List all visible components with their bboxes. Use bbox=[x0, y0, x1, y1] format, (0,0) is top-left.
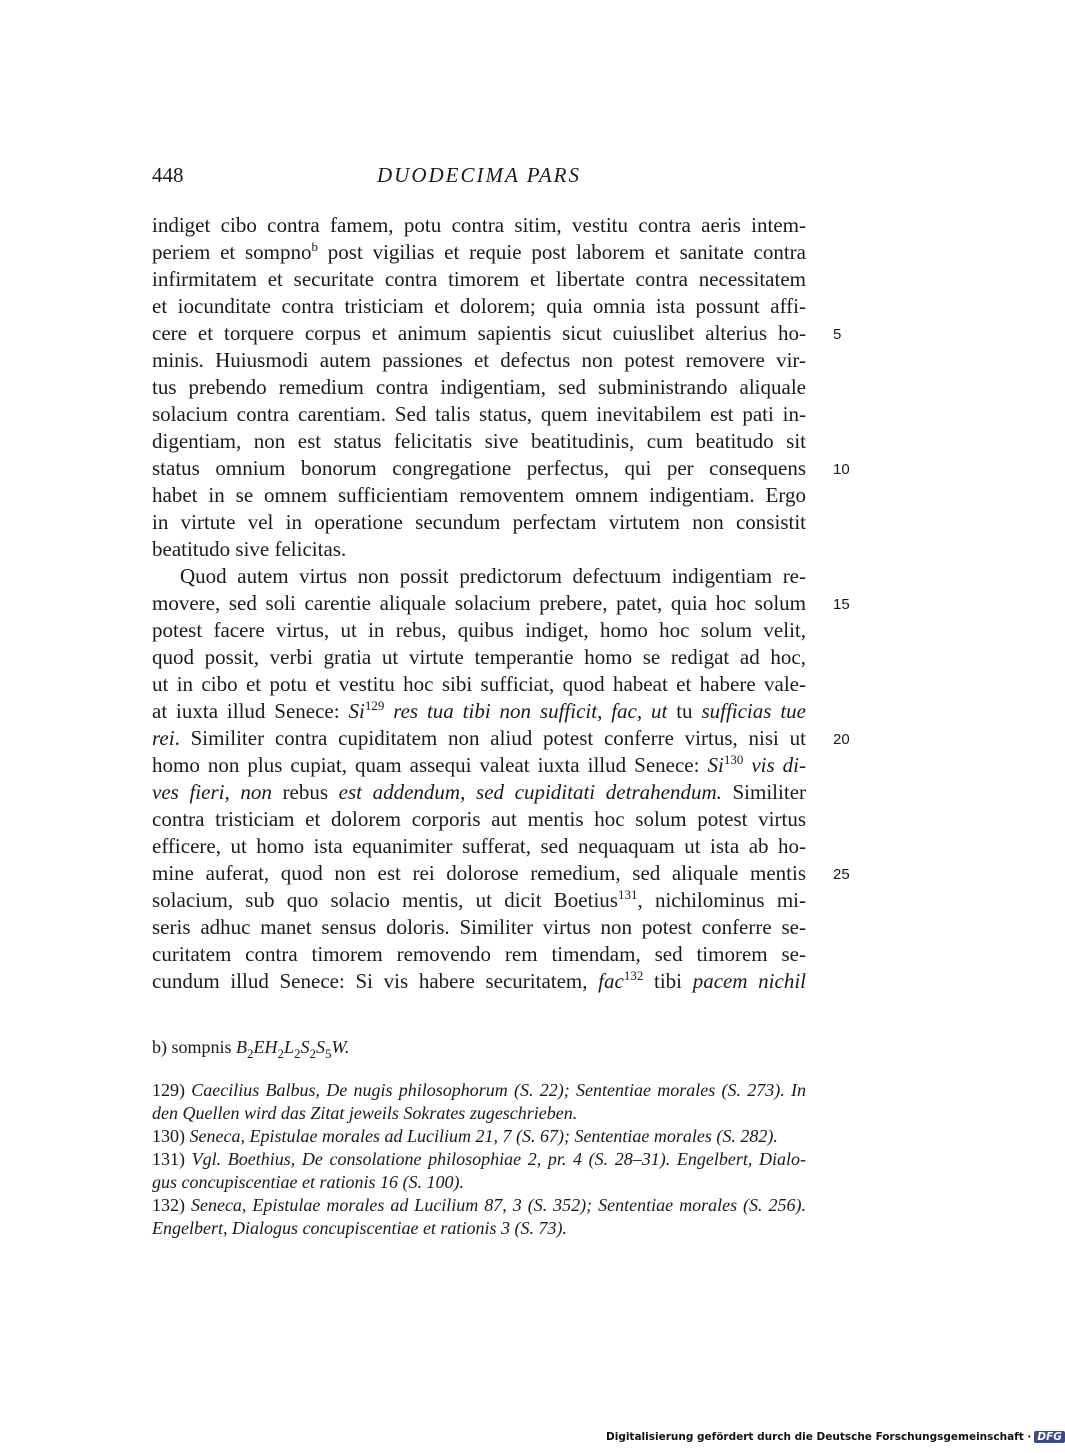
digitization-credit: Digitalisierung gefördert durch die Deutsche Forschungsgemeinschaft · DFG bbox=[606, 1431, 1065, 1443]
text-line: ut in cibo et potu et vestitu hoc sibi sufficiat, quod habeat et habere vale- bbox=[152, 672, 806, 696]
text-line: solacium, sub quo solacio mentis, ut dicit Boetius$^{131}$, nichilominus mi- bbox=[152, 887, 807, 912]
dfg-logo: DFG bbox=[1034, 1431, 1065, 1443]
line-number: 25 bbox=[833, 866, 850, 883]
text-line: periem et sompno$^b$ post vigilias et requie post laborem et sanitate contra bbox=[152, 239, 806, 264]
text-line: infirmitatem et securitate contra timorem et libertate contra necessitatem bbox=[152, 267, 806, 291]
text-line: quod possit, verbi gratia ut virtute temperantie homo se redigat ad hoc, bbox=[152, 645, 806, 669]
footnote-132: 132) Seneca, Epistulae morales ad Lucilium 87, 3 (S. 352); Sententiae morales (S. 256). Engelbert, Dialogus concupiscentiae et rationis 3 (S. 73). bbox=[152, 1195, 806, 1238]
text-line: contra tristiciam et dolorem corporis aut mentis hoc solum potest virtus bbox=[152, 807, 806, 831]
text-line: cundum illud Senece: Si vis habere securitatem, fac$^{132}$ tibi pacem nichil bbox=[152, 968, 806, 993]
running-title: DUODECIMA PARS bbox=[377, 163, 581, 187]
text-line: homo non plus cupiat, quam assequi valeat iuxta illud Senece: Si$^{130}$ vis di- bbox=[152, 752, 806, 777]
text-line: seris adhuc manet sensus doloris. Similiter virtus non potest conferre se- bbox=[152, 915, 806, 939]
line-number: 20 bbox=[833, 731, 850, 748]
text-line: Quod autem virtus non possit predictorum defectuum indigentiam re- bbox=[180, 564, 806, 588]
footnote-ref: 131 bbox=[617, 887, 638, 902]
text-line: ves fieri, non rebus est addendum, sed cupiditati detrahendum. Similiter bbox=[152, 780, 807, 804]
line-number: 10 bbox=[833, 461, 850, 478]
text-line: status omnium bonorum congregatione perfectus, qui per consequens bbox=[152, 456, 806, 480]
footnote-ref: 129 bbox=[364, 698, 385, 713]
line-number: 15 bbox=[833, 596, 850, 613]
text-line: rei. Similiter contra cupiditatem non aliud potest conferre virtus, nisi ut bbox=[152, 726, 806, 750]
text-line: cere et torquere corpus et animum sapientis sicut cuiuslibet alterius ho- bbox=[152, 321, 806, 345]
text-line: solacium contra carentiam. Sed talis status, quem inevitabilem est pati in- bbox=[152, 402, 806, 426]
main-text bbox=[152, 212, 806, 995]
text-line: tus prebendo remedium contra indigentiam, sed subministrando aliquale bbox=[152, 375, 806, 399]
text-line: potest facere virtus, ut in rebus, quibus indiget, homo hoc solum velit, bbox=[152, 618, 806, 642]
page-number: 448 bbox=[152, 163, 184, 187]
variant-note: b) sompnis $B_2EH_2L_2S_2S_5W$. bbox=[152, 1037, 350, 1061]
text-line: mine auferat, quod non est rei dolorose remedium, sed aliquale mentis bbox=[152, 861, 806, 885]
footnote-129: 129) Caecilius Balbus, De nugis philosophorum (S. 22); Sententiae morales (S. 273). In den Quellen wird das Zitat jeweils Sokrates zugeschrieben. bbox=[152, 1080, 806, 1123]
footnote-ref: 130 bbox=[723, 752, 744, 767]
text-line: efficere, ut homo ista equanimiter sufferat, sed nequaquam ut ista ab ho- bbox=[152, 834, 806, 858]
footnote-130: 130) Seneca, Epistulae morales ad Lucilium 21, 7 (S. 67); Sententiae morales (S. 282). bbox=[152, 1126, 778, 1146]
text-line: digentiam, non est status felicitatis sive beatitudinis, cum beatitudo sit bbox=[152, 429, 806, 453]
text-line: et iocunditate contra tristiciam et dolorem; quia omnia ista possunt affi- bbox=[152, 294, 806, 318]
text-line: curitatem contra timorem removendo rem timendam, sed timorem se- bbox=[152, 942, 806, 966]
text-line: habet in se omnem sufficientiam removentem omnem indigentiam. Ergo bbox=[152, 483, 806, 507]
text-line: indiget cibo contra famem, potu contra sitim, vestitu contra aeris intem- bbox=[152, 213, 806, 237]
text-line: beatitudo sive felicitas. bbox=[152, 537, 347, 561]
footnote-131: 131) Vgl. Boethius, De consolatione philosophiae 2, pr. 4 (S. 28–31). Engelbert, Dialo- gus concupiscentiae et rationis 16 (S. 100). bbox=[152, 1149, 806, 1192]
notes-area bbox=[152, 1036, 806, 1240]
line-number: 5 bbox=[833, 326, 842, 343]
footnote-ref: 132 bbox=[623, 968, 644, 983]
variant-marker: b bbox=[311, 239, 319, 254]
text-line: minis. Huiusmodi autem passiones et defectus non potest removere vir- bbox=[152, 348, 806, 372]
text-line: movere, sed soli carentie aliquale solacium prebere, patet, quia hoc solum bbox=[152, 591, 806, 615]
text-line: in virtute vel in operatione secundum perfectam virtutem non consistit bbox=[152, 510, 806, 534]
page-header bbox=[152, 163, 806, 197]
text-line: at iuxta illud Senece: Si$^{129}$ res tua tibi non sufficit, fac, ut tu sufficias tue bbox=[152, 698, 806, 723]
